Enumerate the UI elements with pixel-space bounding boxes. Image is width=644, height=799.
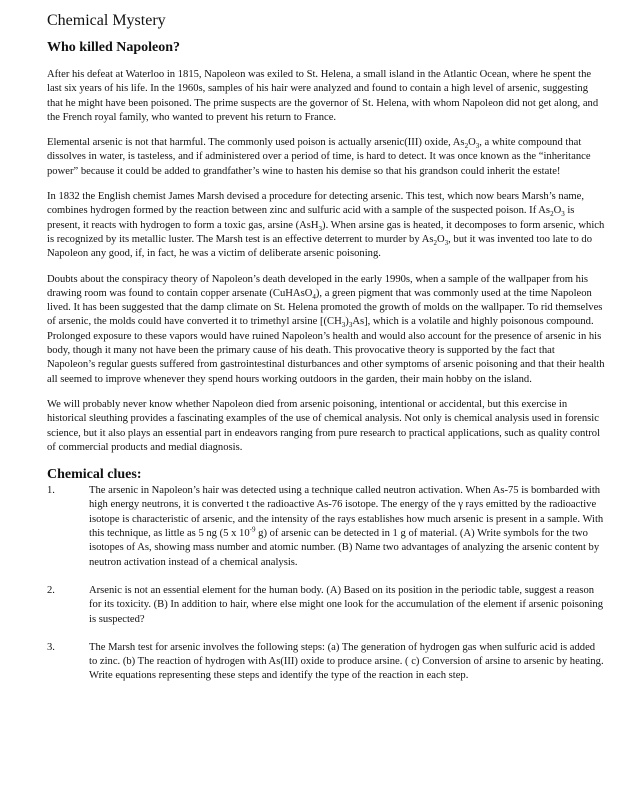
clue-number: 1. xyxy=(47,485,55,497)
clues-heading: Chemical clues: xyxy=(47,467,142,483)
clue-number: 2. xyxy=(47,584,55,596)
paragraph-arsenic-oxide: Elemental arsenic is not that harmful. The commonly used poison is actually arsenic(III) oxide, $As_2O_3$, a white compound that dissolves in water, is tasteless, and if administered over a period of time, is hard to detect. It was once known as the “inheritance power” because it could be added to grandfather’s wine to hasten his demise so that his grandson could inherit the estate! xyxy=(47,137,591,177)
document-page xyxy=(47,10,605,698)
clue-item xyxy=(47,484,605,570)
clue-item xyxy=(47,641,605,684)
document-subtitle: Who killed Napoleon? xyxy=(47,40,181,55)
paragraph-conclusion: We will probably never know whether Napoleon died from arsenic poisoning, intentional or accidental, but this exercise in historical sleuthing provides a fascinating examples of the use of chemical analysis. Not only is chemical analysis used in forensic science, but it also plays an essential part in endeavors ranging from pure research to practical applications, such as quality control of commercial products and medial diagnosis. xyxy=(47,398,601,453)
paragraph-wallpaper-theory: Doubts about the conspiracy theory of Napoleon’s death developed in the early 1990s, when a sample of the wallpaper from his drawing room was found to contain copper arsenate (CuHAsO$_4$), a green pigment that was commonly used at the time Napoleon lived. It has been suggested that the damp climate on St. Helena promoted the growth of molds on the wallpaper. To rid themselves of arsenic, the molds could have converted it to trimethyl arsine $[(CH_3)_3As]$, which is a volatile and highly poisonous compound. Prolonged exposure to these vapors would have ruined Napoleon’s health and would also account for the presence of arsenic in his body, though it many not have been the primary cause of his death. This provocative theory is supported by the fact that Napoleon’s regular guests suffered from gastrointestinal disturbances and other symptoms of arsenic poisoning and that their health all seemed to improve whenever they spend hours working outdoors in the garden, their main hobby on the island. xyxy=(47,273,605,385)
clue-item xyxy=(47,584,605,627)
document-title: Chemical Mystery xyxy=(47,12,166,29)
clue-text: The Marsh test for arsenic involves the following steps: (a) The generation of hydrogen gas when sulfuric acid is added to zinc. (b) The reaction of hydrogen with As(III) oxide to produce arsine. ( c) Conversion of arsine to arsenic by heating. Write equations representing these steps and identify the type of the reaction in each step. xyxy=(89,641,604,682)
paragraph-marsh-test: In 1832 the English chemist James Marsh devised a procedure for detecting arsenic. This test, which now bears Marsh’s name, combines hydrogen formed by the reaction between zinc and sulfuric acid with a sample of the suspected poison. If $As_2O_3$ is present, it reacts with hydrogen to form a toxic gas, arsine (AsH$_3$). When arsine gas is heated, it decomposes to form arsenic, which is recognized by its metallic luster. The Marsh test is an effective deterrent to murder by $As_2O_3$, but it was invented too late to do Napoleon any good, if, in fact, he was a victim of deliberate arsenic poisoning. xyxy=(47,191,605,260)
clue-number: 3. xyxy=(47,641,55,653)
clue-text: The arsenic in Napoleon’s hair was detected using a technique called neutron activation. When As-75 is bombarded with high energy neutrons, it is converted t the radioactive As-76 isotope. The energy of the γ rays emitted by the radioactive isotope is characteristic of arsenic, and the intensity of the rays establishes how much arsenic is present in a sample. With this technique, as little as 5 ng (5 x $10^{-9}$ g) of arsenic can be detected in 1 g of material. (A) Write symbols for the two isotopes of As, showing mass number and atomic number. (B) Name two advantages of analyzing the arsenic content by neutron activation instead of a chemical analysis. xyxy=(89,485,604,568)
paragraph-exile: After his defeat at Waterloo in 1815, Napoleon was exiled to St. Helena, a small island in the Atlantic Ocean, where he spent the last six years of his life. In the 1960s, samples of his hair were analyzed and found to contain a high level of arsenic, suggesting that he might have been poisoned. The prime suspects are the governor of St. Helena, with whom Napoleon did not get along, and the French royal family, who wanted to prevent his return to France. xyxy=(47,69,599,123)
clue-text: Arsenic is not an essential element for the human body. (A) Based on its position in the periodic table, suggest a reason for its toxicity. (B) In addition to hair, where else might one look for the accumulation of the element if arsenic poisoning is suspected? xyxy=(89,584,604,625)
